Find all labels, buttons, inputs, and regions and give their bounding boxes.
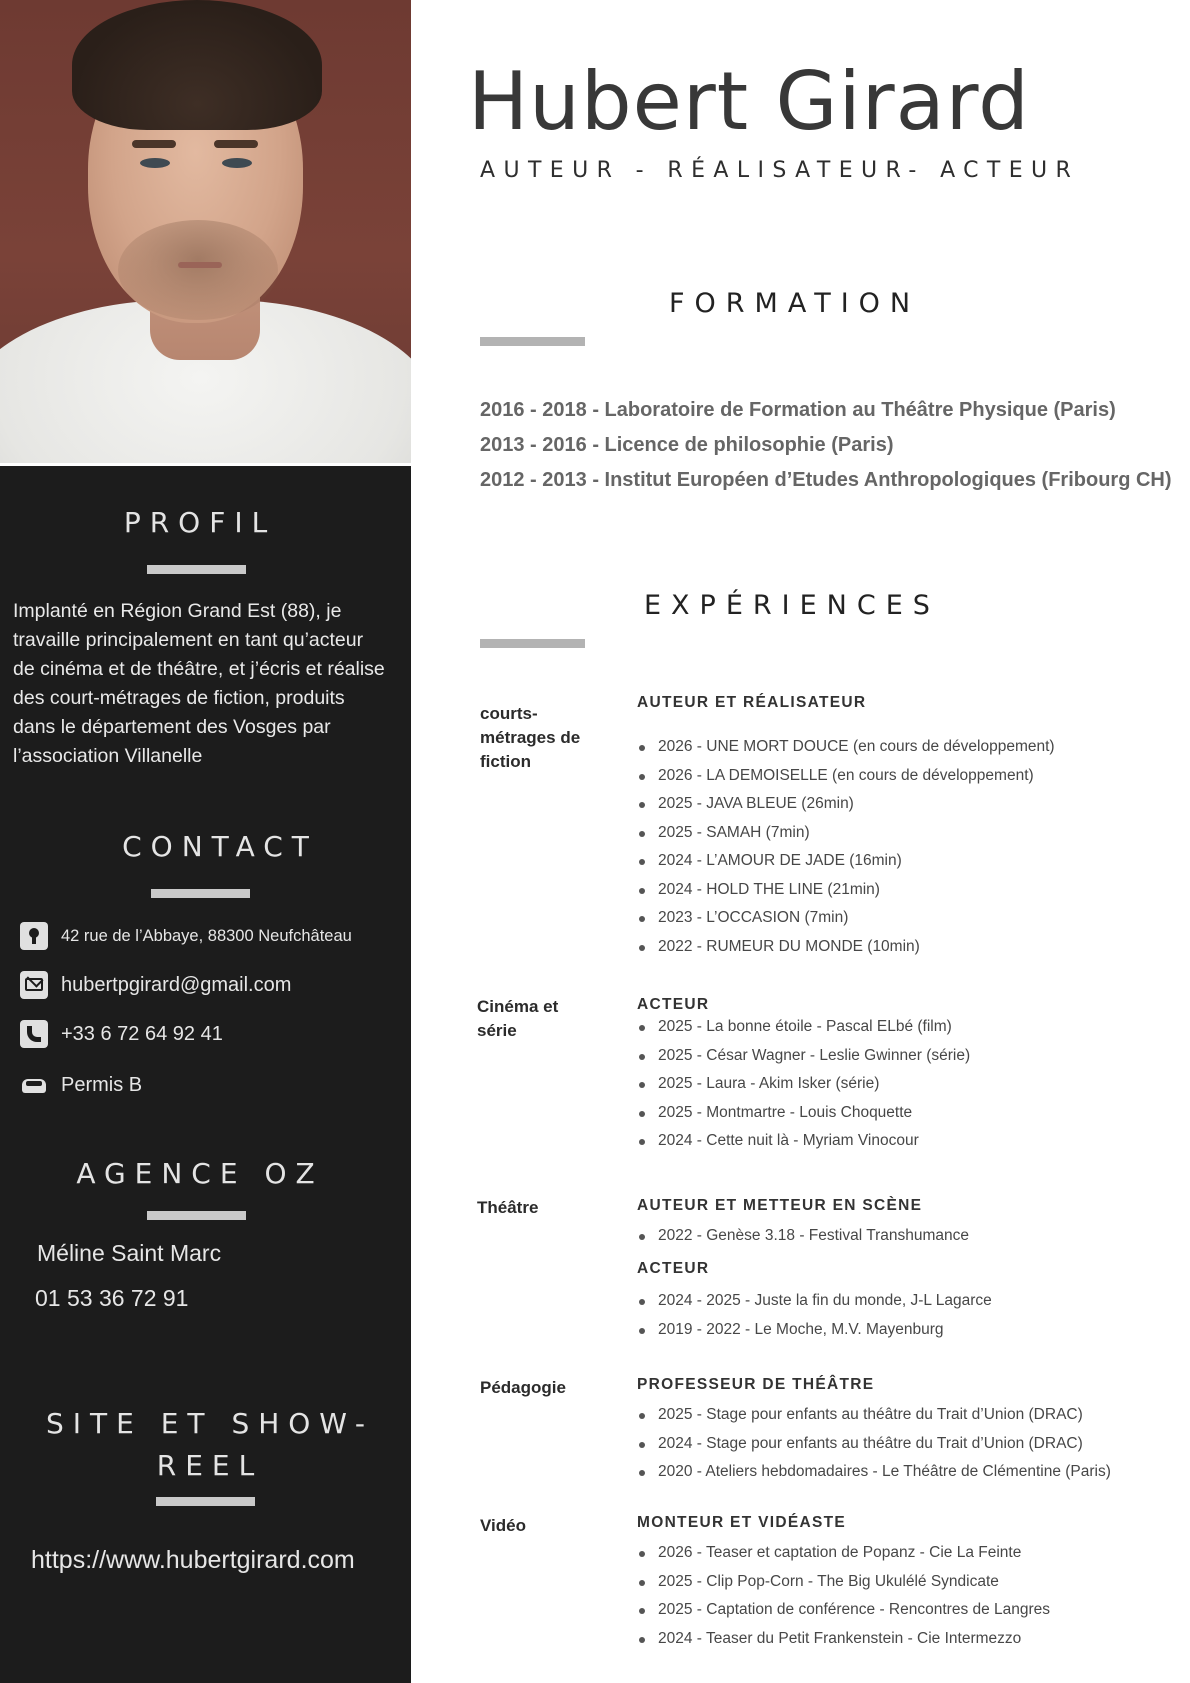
site-url-link[interactable]: https://www.hubertgirard.com [31,1546,355,1574]
contact-phone-row [20,1020,223,1048]
list-item: 2026 - LA DEMOISELLE (en cours de développement) [637,762,1055,791]
formation-divider [480,337,585,346]
list-item: 2024 - 2025 - Juste la fin du monde, J-L Lagarce [637,1287,992,1316]
subtitle-auteur-realisateur: AUTEUR ET RÉALISATEUR [637,694,867,711]
courts-metrages-list [637,733,1055,961]
theatre-auteur-list [637,1222,969,1251]
category-cinema-serie: Cinéma et série [477,997,559,1040]
list-item: 2025 - Captation de conférence - Rencontres de Langres [637,1596,1050,1625]
subtitle-acteur-cinema: ACTEUR [637,996,710,1013]
site-heading-line1: SITE ET SHOW- [46,1407,374,1440]
contact-license-row [20,1071,142,1099]
list-item: 2025 - Montmartre - Louis Choquette [637,1099,970,1128]
site-heading [0,1403,420,1487]
subtitle-professeur: PROFESSEUR DE THÉÂTRE [637,1376,875,1393]
formation-item: 2016 - 2018 - Laboratoire de Formation au Théâtre Physique (Paris) [480,399,1116,421]
list-item: 2024 - Stage pour enfants au théâtre du Trait d’Union (DRAC) [637,1430,1111,1459]
list-item: 2026 - Teaser et captation de Popanz - Cie La Feinte [637,1539,1050,1568]
list-item: 2023 - L’OCCASION (7min) [637,904,1055,933]
agency-phone: 01 53 36 72 91 [35,1285,189,1311]
experiences-divider [480,639,585,648]
video-list [637,1539,1050,1653]
subtitle-auteur-metteur: AUTEUR ET METTEUR EN SCÈNE [637,1197,923,1214]
pedagogie-list [637,1401,1111,1487]
contact-license: Permis B [61,1073,143,1096]
photo-divider [0,463,411,466]
sidebar [0,0,411,1683]
contact-address: 42 rue de l’Abbaye, 88300 Neufchâteau [61,926,352,945]
experiences-heading: EXPÉRIENCES [644,590,940,621]
category-theatre: Théâtre [477,1198,539,1217]
theatre-acteur-list [637,1287,992,1344]
site-divider [156,1497,255,1506]
list-item: 2024 - Teaser du Petit Frankenstein - Cie Intermezzo [637,1625,1050,1654]
formation-item: 2013 - 2016 - Licence de philosophie (Paris) [480,434,894,456]
list-item: 2020 - Ateliers hebdomadaires - Le Théâtre de Clémentine (Paris) [637,1458,1111,1487]
formation-heading: FORMATION [669,288,921,319]
list-item: 2022 - RUMEUR DU MONDE (10min) [637,933,1055,962]
subtitle-acteur-theatre: ACTEUR [637,1260,710,1277]
email-icon [20,971,48,999]
list-item: 2026 - UNE MORT DOUCE (en cours de développement) [637,733,1055,762]
list-item: 2025 - Laura - Akim Isker (série) [637,1070,970,1099]
list-item: 2025 - La bonne étoile - Pascal ELbé (film) [637,1013,970,1042]
phone-icon [20,1020,48,1048]
contact-heading: CONTACT [122,830,318,863]
formation-item: 2012 - 2013 - Institut Européen d’Etudes Anthropologiques (Fribourg CH) [480,469,1172,491]
list-item: 2025 - Stage pour enfants au théâtre du Trait d’Union (DRAC) [637,1401,1111,1430]
profile-photo [0,0,411,463]
list-item: 2025 - SAMAH (7min) [637,819,1055,848]
contact-phone: +33 6 72 64 92 41 [61,1022,223,1045]
profil-text: Implanté en Région Grand Est (88), je travaille principalement en tant qu’acteur de cinéma et de théâtre, et j’écris et réalise des court-métrages de fiction, produits dans le département des Vosges par l’association Villanelle [13,600,385,767]
agence-divider [147,1211,246,1220]
contact-address-row [20,922,352,950]
category-courts-metrages: courts-métrages de fiction [480,704,581,771]
cinema-list [637,1013,970,1156]
list-item: 2019 - 2022 - Le Moche, M.V. Mayenburg [637,1316,992,1345]
list-item: 2022 - Genèse 3.18 - Festival Transhumance [637,1222,969,1251]
person-role: AUTEUR - RÉALISATEUR- ACTEUR [480,158,1080,183]
contact-email-row[interactable] [20,971,291,999]
list-item: 2024 - Cette nuit là - Myriam Vinocour [637,1127,970,1156]
profil-heading: PROFIL [123,506,277,539]
list-item: 2025 - Clip Pop-Corn - The Big Ukulélé Syndicate [637,1568,1050,1597]
list-item: 2025 - César Wagner - Leslie Gwinner (série) [637,1042,970,1071]
list-item: 2024 - L’AMOUR DE JADE (16min) [637,847,1055,876]
car-icon [20,1071,48,1099]
agency-contact-name: Méline Saint Marc [37,1240,222,1266]
contact-email[interactable]: hubertpgirard@gmail.com [61,973,292,996]
person-name: Hubert Girard [468,55,1030,148]
site-heading-line2: REEL [156,1449,264,1482]
profil-divider [147,565,246,574]
list-item: 2025 - JAVA BLEUE (26min) [637,790,1055,819]
category-video: Vidéo [480,1516,526,1535]
contact-divider [151,889,250,898]
category-pedagogie: Pédagogie [480,1378,566,1397]
agence-heading: AGENCE OZ [76,1157,324,1190]
subtitle-monteur: MONTEUR ET VIDÉASTE [637,1514,846,1531]
list-item: 2024 - HOLD THE LINE (21min) [637,876,1055,905]
map-pin-icon [20,922,48,950]
